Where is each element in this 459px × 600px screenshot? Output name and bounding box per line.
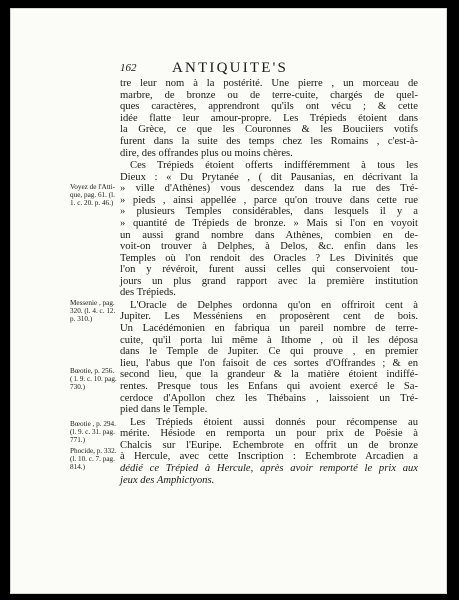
margin-note-line: (l. 9. c. 31. pag. [70,427,115,436]
text-line: Ces Trépieds étoient offerts indifféremment à tous les [130,159,418,171]
text-line: tre leur nom à la postérité. Une pierre , un morceau de [120,78,418,89]
text-line: voit-on trouver à Delphes, à Delos, &c. enfin dans les [120,241,418,253]
text-line: dire, des offrandes plus ou moins chères. [120,147,293,159]
text-line: jours un plus grand rapport avec la première institution [120,275,418,287]
text-line: dans le Temple de Jupiter. Ce qui prouve , en premier [120,346,418,358]
margin-note-line: (l. 10. c. 7. pag. [70,454,115,463]
text-line: Un Lacédémonien en fabriqua un pareil nombre de terre- [120,323,418,335]
text-line: » ville d'Athènes) vous descendez dans la rue des Tré- [120,183,418,195]
paragraph [120,417,418,487]
margin-note [70,448,122,471]
text-line: second lieu, que la grandeur & la matière étoient indiffé- [120,369,418,381]
margin-note-line: 814.) [70,462,85,471]
margin-note-line: Voyez de l'Atti- [70,183,116,191]
text-line: des Trépieds. [120,287,176,299]
text-line: Dieux : « Du Prytanée , ( dit Pausanias, en décrivant la [120,171,418,183]
text-line: dédié ce Trépied à Hercule, après avoir remporté le prix aux [120,462,418,474]
body-text [120,78,418,486]
text-line: » pieds , ainsi appellée , parce qu'on trouve dans cette rue [120,194,418,206]
margin-note [70,300,122,323]
text-line: marbre, de bronze ou de terre-cuite, chargés de quel- [120,89,418,101]
text-line: rentes. Presque tous les Enfans qui avoient exercé le Sa- [120,381,418,393]
running-title: ANTIQUITE'S [172,60,289,76]
text-line: Jupiter. Les Messéniens en proposèrent cent de bois. [120,311,418,323]
text-line: mérite. Hésiode en remporta un pour prix de Poësie à [120,428,418,440]
text-line: Temples où l'on rendoit des Oracles ? Les Divinités que [120,252,418,264]
margin-note-line: Phocide, p. 332. [70,447,117,455]
text-line: cuite, qu'il porta lui même à Ithome , où il les déposa [120,334,418,346]
text-line: L'Oracle de Delphes ordonna qu'on en offriroit cent à [130,299,418,311]
paragraph [120,300,418,416]
margin-note-line: 771.) [70,435,85,444]
text-line: Chalcis sur l'Euripe. Echembrote en offrit un de bronze [120,439,418,451]
page-header [120,60,420,78]
margin-note [70,421,122,444]
text-line: jeux des Amphictyons. [120,474,215,486]
margin-note-line: p. 310.) [70,314,93,323]
text-line: furent dans la suite des temps chez les Romains , c'est-à- [120,135,418,147]
text-line: » plusieurs Temples considérables, dans lesquels il y a [120,206,418,218]
margin-note-line: Messenie , pag. [70,299,115,307]
margin-note-line: Bœotie, p. 256. [70,367,115,375]
page-number: 162 [120,62,137,74]
margin-note [70,368,122,391]
margin-note [70,184,122,207]
paragraph [120,78,418,159]
text-line: un aussi grand nombre dans Athènes, combien en de- [120,229,418,241]
margin-note-line: que, pag. 61. (l. [70,190,115,199]
book-page [10,8,447,594]
text-line: l'on y révéroit, furent aussi celles qui conservoient tou- [120,264,418,276]
margin-note-line: Bœotie , p. 294. [70,420,116,428]
text-line: pied dans le Temple. [120,404,208,416]
text-line: à Hercule, avec cette Inscription : Echembrote Arcadien a [120,451,418,463]
text-line: cerdoce d'Apollon chez les Thébains , laissoient un Tré- [120,392,418,404]
text-line: lieu, l'abus que l'on faisoit de ces sortes d'Offrandes ; & en [120,357,418,369]
text-line: ques caractères, apprendront qu'ils ont vécu ; & cette [120,101,418,113]
text-line: la Grèce, ce que les Couronnes & les Bouciiers votifs [120,124,418,136]
margin-note-line: ( l. 9. c. 10. pag. [70,374,117,383]
margin-note-line: 1. c. 20. p. 46.) [70,198,114,207]
text-line: idée flatte leur amour-propre. Les Trépieds étoient dans [120,112,418,124]
paragraph [120,160,418,299]
margin-note-line: 320. (l. 4. c. 12. [70,306,116,315]
margin-note-line: 730.) [70,382,85,391]
text-line: Les Trépieds étoient aussi donnés pour récompense au [130,416,418,428]
text-line: » quantité de Trépieds de bronze. » Mais si l'on en voyoit [120,217,418,229]
